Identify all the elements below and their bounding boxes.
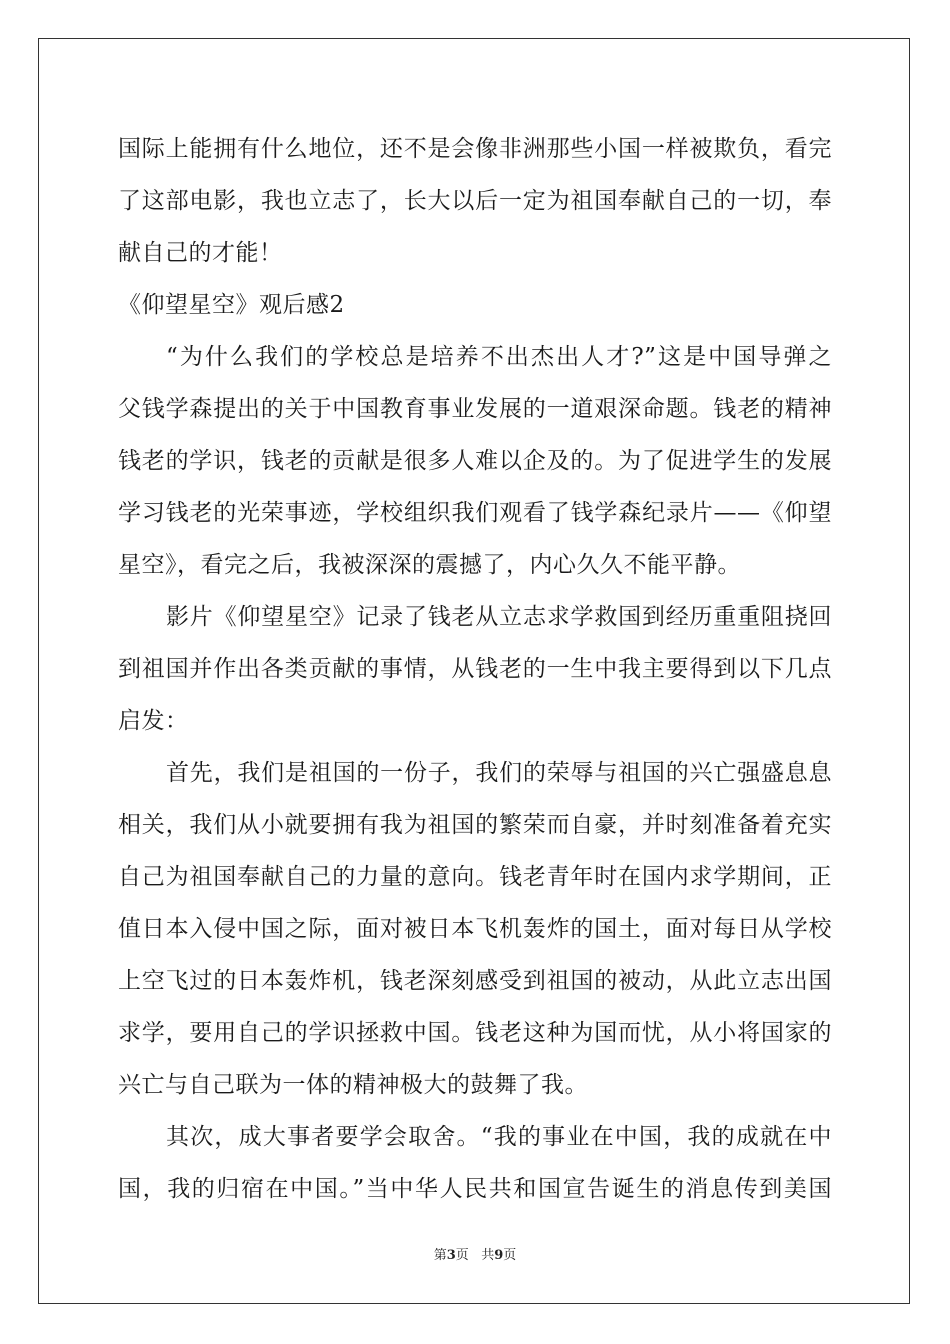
page-footer — [0, 1244, 950, 1263]
text-line: 献自己的才能！ — [118, 240, 283, 266]
paragraph — [118, 752, 832, 1116]
text-line: 上空飞过的日本轰炸机，钱老深刻感受到祖国的被动，从此立志出国 — [118, 968, 832, 994]
text-line: 启发： — [118, 708, 189, 734]
footer-total-prefix: 共 — [481, 1248, 495, 1263]
section-heading — [118, 284, 832, 336]
heading-text: 《仰望星空》观后感2 — [118, 292, 345, 318]
text-line: 相关，我们从小就要拥有我为祖国的繁荣而自豪，并时刻准备着充实 — [118, 812, 832, 838]
footer-page-unit: 页 — [455, 1248, 469, 1263]
paragraph — [118, 1116, 832, 1220]
text-line: 国际上能拥有什么地位，还不是会像非洲那些小国一样被欺负，看完 — [118, 136, 832, 162]
text-line: 自己为祖国奉献自己的力量的意向。钱老青年时在国内求学期间，正 — [118, 864, 832, 890]
paragraph — [118, 128, 832, 284]
document-body — [118, 128, 832, 1220]
text-line: 到祖国并作出各类贡献的事情，从钱老的一生中我主要得到以下几点 — [118, 656, 832, 682]
paragraph — [118, 596, 832, 752]
text-line: 兴亡与自己联为一体的精神极大的鼓舞了我。 — [118, 1072, 588, 1098]
footer-prefix: 第 — [433, 1248, 447, 1263]
text-line: 值日本入侵中国之际，面对被日本飞机轰炸的国土，面对每日从学校 — [118, 916, 832, 942]
current-page-number: 3 — [446, 1248, 456, 1263]
footer-total-unit: 页 — [503, 1248, 517, 1263]
text-line: 国，我的归宿在中国。”当中华人民共和国宣告诞生的消息传到美国 — [118, 1176, 832, 1202]
text-line: 求学，要用自己的学识拯救中国。钱老这种为国而忧，从小将国家的 — [118, 1020, 832, 1046]
total-pages-number: 9 — [494, 1248, 504, 1263]
text-line: 父钱学森提出的关于中国教育事业发展的一道艰深命题。钱老的精神 — [118, 396, 832, 422]
text-line: 影片《仰望星空》记录了钱老从立志求学救国到经历重重阻挠回 — [166, 604, 832, 630]
text-line: “为什么我们的学校总是培养不出杰出人才?”这是中国导弹之 — [166, 344, 832, 370]
text-line: 其次，成大事者要学会取舍。“我的事业在中国，我的成就在中 — [166, 1124, 832, 1150]
text-line: 星空》，看完之后，我被深深的震撼了，内心久久不能平静。 — [118, 552, 741, 578]
text-line: 了这部电影，我也立志了，长大以后一定为祖国奉献自己的一切，奉 — [118, 188, 832, 214]
paragraph — [118, 336, 832, 596]
text-line: 首先，我们是祖国的一份子，我们的荣辱与祖国的兴亡强盛息息 — [166, 760, 832, 786]
text-line: 学习钱老的光荣事迹，学校组织我们观看了钱学森纪录片——《仰望 — [118, 500, 832, 526]
text-line: 钱老的学识，钱老的贡献是很多人难以企及的。为了促进学生的发展 — [118, 448, 832, 474]
